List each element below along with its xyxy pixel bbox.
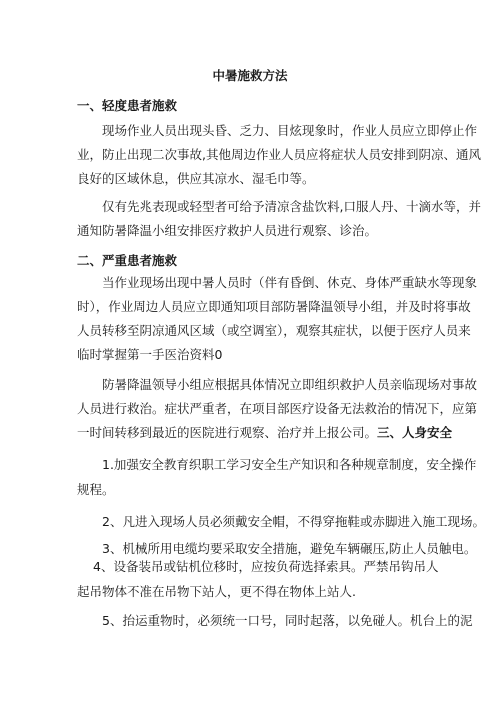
section-heading-mild: 一、轻度患者施救 bbox=[77, 98, 178, 113]
paragraph-text: 一时间转移到最近的医院进行观察、治疗并上报公司。 bbox=[77, 425, 378, 440]
paragraph-line: 良好的区域休息，供应其凉水、湿毛巾等。 bbox=[77, 171, 315, 186]
paragraph-line: 防暑降温领导小组应根据具体情况立即组织救护人员亲临现场对事故 bbox=[102, 377, 478, 392]
paragraph-line: 业，防止出现二次事故,其他周边作业人员应将症状人员安排到阴凉、通风 bbox=[77, 147, 481, 162]
list-item: 3、机械所用电缆均要采取安全措施，避免车辆碾压,防止人员触电。 bbox=[102, 541, 477, 556]
section-heading-safety: 三、人身安全 bbox=[377, 425, 453, 440]
paragraph-line: 当作业现场出现中暑人员时（伴有昏倒、休克、身体严重缺水等现象 bbox=[102, 275, 478, 290]
paragraph-line: 仅有先兆表现或轻型者可给予清凉含盐饮料,口服人丹、十滴水等，并 bbox=[102, 199, 481, 214]
page-title: 中暑施救方法 bbox=[212, 68, 288, 83]
paragraph-line: 人员转移至阴凉通风区域（或空调室），观察其症状，以便于医疗人员来 bbox=[77, 323, 471, 338]
paragraph-line: 人员进行救治。症状严重者，在项目部医疗设备无法救治的情况下，应第 bbox=[77, 401, 478, 416]
paragraph-line: 时），作业周边人员应立即通知项目部防暑降温领导小组，并及时将事故 bbox=[77, 299, 471, 314]
paragraph-line: 通知防暑降温小组安排医疗救护人员进行观察、诊治。 bbox=[77, 223, 378, 238]
paragraph-line: 现场作业人员出现头昏、乏力、目炫现象时，作业人员应立即停止作 bbox=[102, 123, 478, 138]
section-heading-severe: 二、严重患者施救 bbox=[77, 253, 178, 268]
list-item: 规程。 bbox=[77, 482, 115, 497]
list-item: 5、抬运重物时，必须统一口号，同时起落，以免碰人。机台上的泥 bbox=[102, 613, 473, 628]
list-item: 起吊物体不准在吊物下站人，更不得在物体上站人. bbox=[77, 584, 356, 599]
list-item: 2、凡进入现场人员必须戴安全帽，不得穿拖鞋或赤脚进入施工现场。 bbox=[102, 514, 485, 529]
list-item: 4、设备装吊或钻机位移时，应按负荷选择索具。严禁吊钩吊人 bbox=[93, 559, 439, 574]
paragraph-line: 临时掌握第一手医治资料0 bbox=[77, 347, 223, 362]
list-item: 1.加强安全教育织职工学习安全生产知识和各种规章制度，安全操作 bbox=[102, 457, 477, 472]
paragraph-line-with-heading bbox=[77, 426, 452, 440]
